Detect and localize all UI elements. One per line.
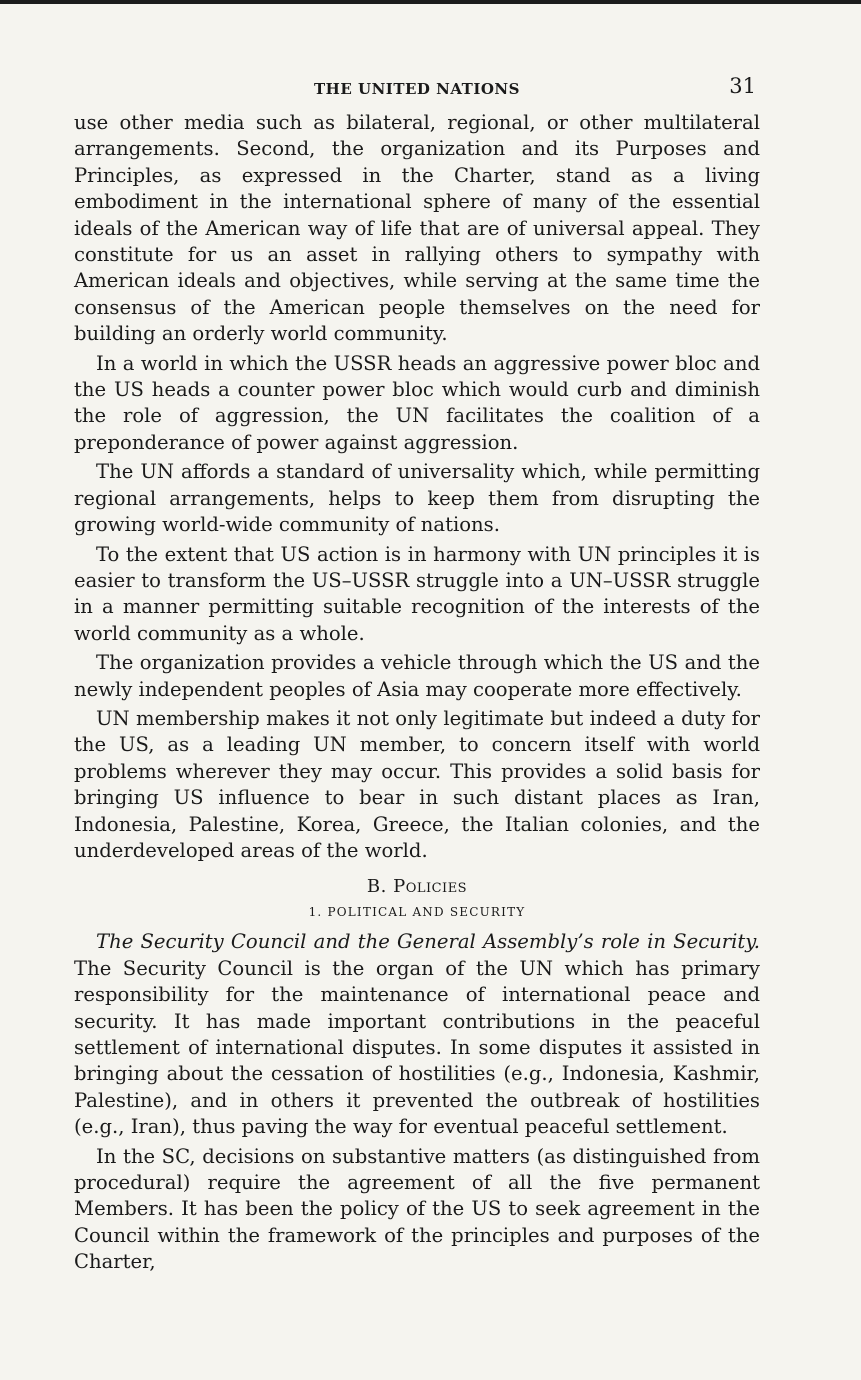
running-head — [74, 74, 760, 110]
document-page — [74, 74, 760, 1276]
page-number: 31 — [729, 74, 756, 98]
italic-lead-heading: The Security Council and the General Assembly’s role in Security. — [96, 930, 760, 954]
paragraph-un-membership: UN membership makes it not only legitimate but indeed a duty for the US, as a leading UN member, to concern itself with world problems wherever they may occur. This provides a solid basis for bringing US influence to bear in such distant places as Iran, Indonesia, Palestine, Korea, Greece, the Italian colonies, and the underdeveloped areas of the world. — [74, 706, 760, 862]
top-border-rule — [0, 0, 861, 4]
section-heading: B. Policies — [366, 876, 468, 898]
running-title: THE UNITED NATIONS — [314, 80, 520, 98]
paragraph-continuation: use other media such as bilateral, regional, or other multilateral arrangements. Second, the organization and its Purposes and Principles, as expressed in the Charter, stand as a living embodiment in the international sphere of many of the essential ideals of the American way of life that are of universal appeal. They constitute for us an asset in rallying others to sympathy with American ideals and objectives, while serving at the same time the consensus of the American people themselves on the need for building an orderly world community. — [74, 111, 760, 346]
subsection-heading: 1. POLITICAL AND SECURITY — [308, 905, 526, 920]
paragraph-sc-decisions: In the SC, decisions on substantive matters (as distinguished from procedural) require the agreement of all the five permanent Members. It has been the policy of the US to seek agreement in the Council within the framework of the principles and purposes of the Charter, — [74, 1144, 760, 1274]
paragraph-power-bloc: In a world in which the USSR heads an aggressive power bloc and the US heads a counter power bloc which would curb and diminish the role of aggression, the UN facilitates the coalition of a preponderance of power against aggression. — [74, 351, 760, 454]
paragraph-universality: The UN affords a standard of universality which, while permitting regional arrangements, helps to keep them from disrupting the growing world-wide community of nations. — [74, 460, 760, 537]
paragraph-us-ussr-struggle: To the extent that US action is in harmony with UN principles it is easier to transform the US–USSR struggle into a UN–USSR struggle in a manner permitting suitable recognition of the interests of the world community as a whole. — [74, 542, 760, 645]
security-council-text: The Security Council is the organ of the UN which has primary responsibility for the maintenance of international peace and security. It has made important contributions in the peaceful settlement of international disputes. In some disputes it assisted in bringing about the cessation of hostilities (e.g., Indonesia, Kashmir, Palestine), and in others it prevented the outbreak of hostilities (e.g., Iran), thus paving the way for eventual peaceful settlement. — [74, 956, 760, 1139]
paragraph-security-council — [74, 929, 760, 1140]
paragraph-asia-cooperation: The organization provides a vehicle through which the US and the newly independent peoples of Asia may cooperate more effectively. — [74, 651, 760, 701]
